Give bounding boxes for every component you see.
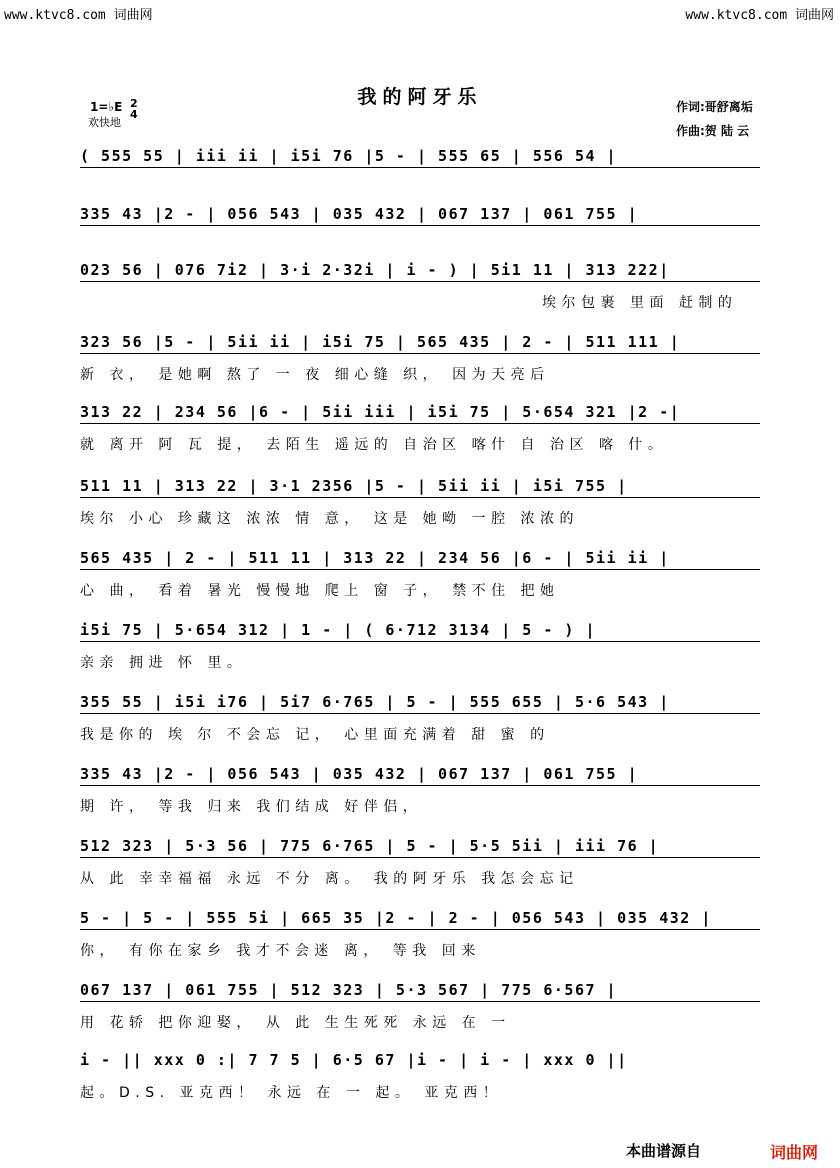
notation-line: 323 56 |5 - | 5ii ii | i5i 75 | 565 435 | 2 - | 511 111 | [80, 333, 681, 351]
notation-line: ( 555 55 | iii ii | i5i 76 |5 - | 555 65 | 556 54 | [80, 147, 618, 165]
time-signature-top: 2 [130, 97, 138, 110]
lyric-line: 你， 有你在家乡 我才不会迷 离， 等我 回来 [80, 943, 481, 959]
beam-line [80, 785, 760, 786]
notation-line: 335 43 |2 - | 056 543 | 035 432 | 067 137 | 061 755 | [80, 765, 639, 783]
lyric-line: 从 此 幸幸福福 永远 不分 离。 我的阿牙乐 我怎会忘记 [80, 871, 579, 887]
key-signature: 1=♭E [90, 100, 123, 114]
lyricist-credit: 作词:哥舒离垢 [676, 100, 753, 114]
notation-line: 313 22 | 234 56 |6 - | 5ii iii | i5i 75 | 5·654 321 |2 -| [80, 403, 681, 421]
notation-line: 512 323 | 5·3 56 | 775 6·765 | 5 - | 5·5 5ii | iii 76 | [80, 837, 660, 855]
lyric-line [80, 236, 760, 256]
lyric-line: 埃尔 小心 珍藏这 浓浓 情 意， 这是 她呦 一腔 浓浓的 [80, 511, 580, 527]
site-watermark-right: www.ktvc8.com 词曲网 [685, 8, 834, 23]
lyric-line: 亲亲 拥进 怀 里。 [80, 655, 247, 671]
lyric-line: 心 曲， 看着 暑光 慢慢地 爬上 窗 子， 禁不住 把她 [80, 583, 560, 599]
beam-line [80, 353, 760, 354]
time-signature-bottom: 4 [130, 108, 138, 121]
lyric-line: 埃尔包裹 里面 赶制的 [542, 295, 738, 311]
notation-line: 023 56 | 076 7i2 | 3·i 2·32i | i - ) | 5i1 11 | 313 222| [80, 261, 670, 279]
lyric-line: 新 衣， 是她啊 熬了 一 夜 细心缝 织， 因为天亮后 [80, 367, 550, 383]
notation-line: i - || xxx 0 :| 7 7 5 | 6·5 67 |i - | i - | xxx 0 || [80, 1051, 628, 1069]
beam-line [80, 423, 760, 424]
notation-line: i5i 75 | 5·654 312 | 1 - | ( 6·712 3134 | 5 - ) | [80, 621, 597, 639]
composer-credit: 作曲:贺 陆 云 [676, 124, 750, 138]
lyric-line: 起。D.S. 亚克西！ 永远 在 一 起。 亚克西！ [80, 1085, 503, 1101]
beam-line [80, 641, 760, 642]
song-title: 我的阿牙乐 [357, 86, 483, 108]
notation-line: 067 137 | 061 755 | 512 323 | 5·3 567 | 775 6·567 | [80, 981, 618, 999]
notation-line: 565 435 | 2 - | 511 11 | 313 22 | 234 56 |6 - | 5ii ii | [80, 549, 670, 567]
notation-line: 335 43 |2 - | 056 543 | 035 432 | 067 137 | 061 755 | [80, 205, 639, 223]
beam-line [80, 167, 760, 168]
lyric-line: 我是你的 埃 尔 不会忘 记， 心里面充满着 甜 蜜 的 [80, 727, 550, 743]
notation-line: 511 11 | 313 22 | 3·1 2356 |5 - | 5ii ii | i5i 755 | [80, 477, 628, 495]
beam-line [80, 857, 760, 858]
lyric-line [80, 178, 760, 198]
lyric-line: 期 许， 等我 归来 我们结成 好伴侣， [80, 799, 423, 815]
beam-line [80, 713, 760, 714]
beam-line [80, 1001, 760, 1002]
beam-line [80, 569, 760, 570]
source-label: 本曲谱源自 [626, 1142, 702, 1160]
notation-line: 5 - | 5 - | 555 5i | 665 35 |2 - | 2 - | 056 543 | 035 432 | [80, 909, 712, 927]
lyric-line: 就 离开 阿 瓦 提， 去陌生 遥远的 自治区 喀什 自 治区 喀 什。 [80, 437, 668, 453]
beam-line [80, 225, 760, 226]
beam-line [80, 929, 760, 930]
site-name: 词曲网 [770, 1143, 819, 1162]
beam-line [80, 497, 760, 498]
lyric-line: 用 花轿 把你迎娶， 从 此 生生死死 永远 在 一 [80, 1015, 511, 1031]
time-signature [130, 98, 138, 120]
site-watermark-left: www.ktvc8.com 词曲网 [4, 8, 153, 23]
tempo-marking: 欢快地 [88, 116, 121, 129]
notation-line: 355 55 | i5i i76 | 5i7 6·765 | 5 - | 555 655 | 5·6 543 | [80, 693, 670, 711]
beam-line [80, 281, 760, 282]
